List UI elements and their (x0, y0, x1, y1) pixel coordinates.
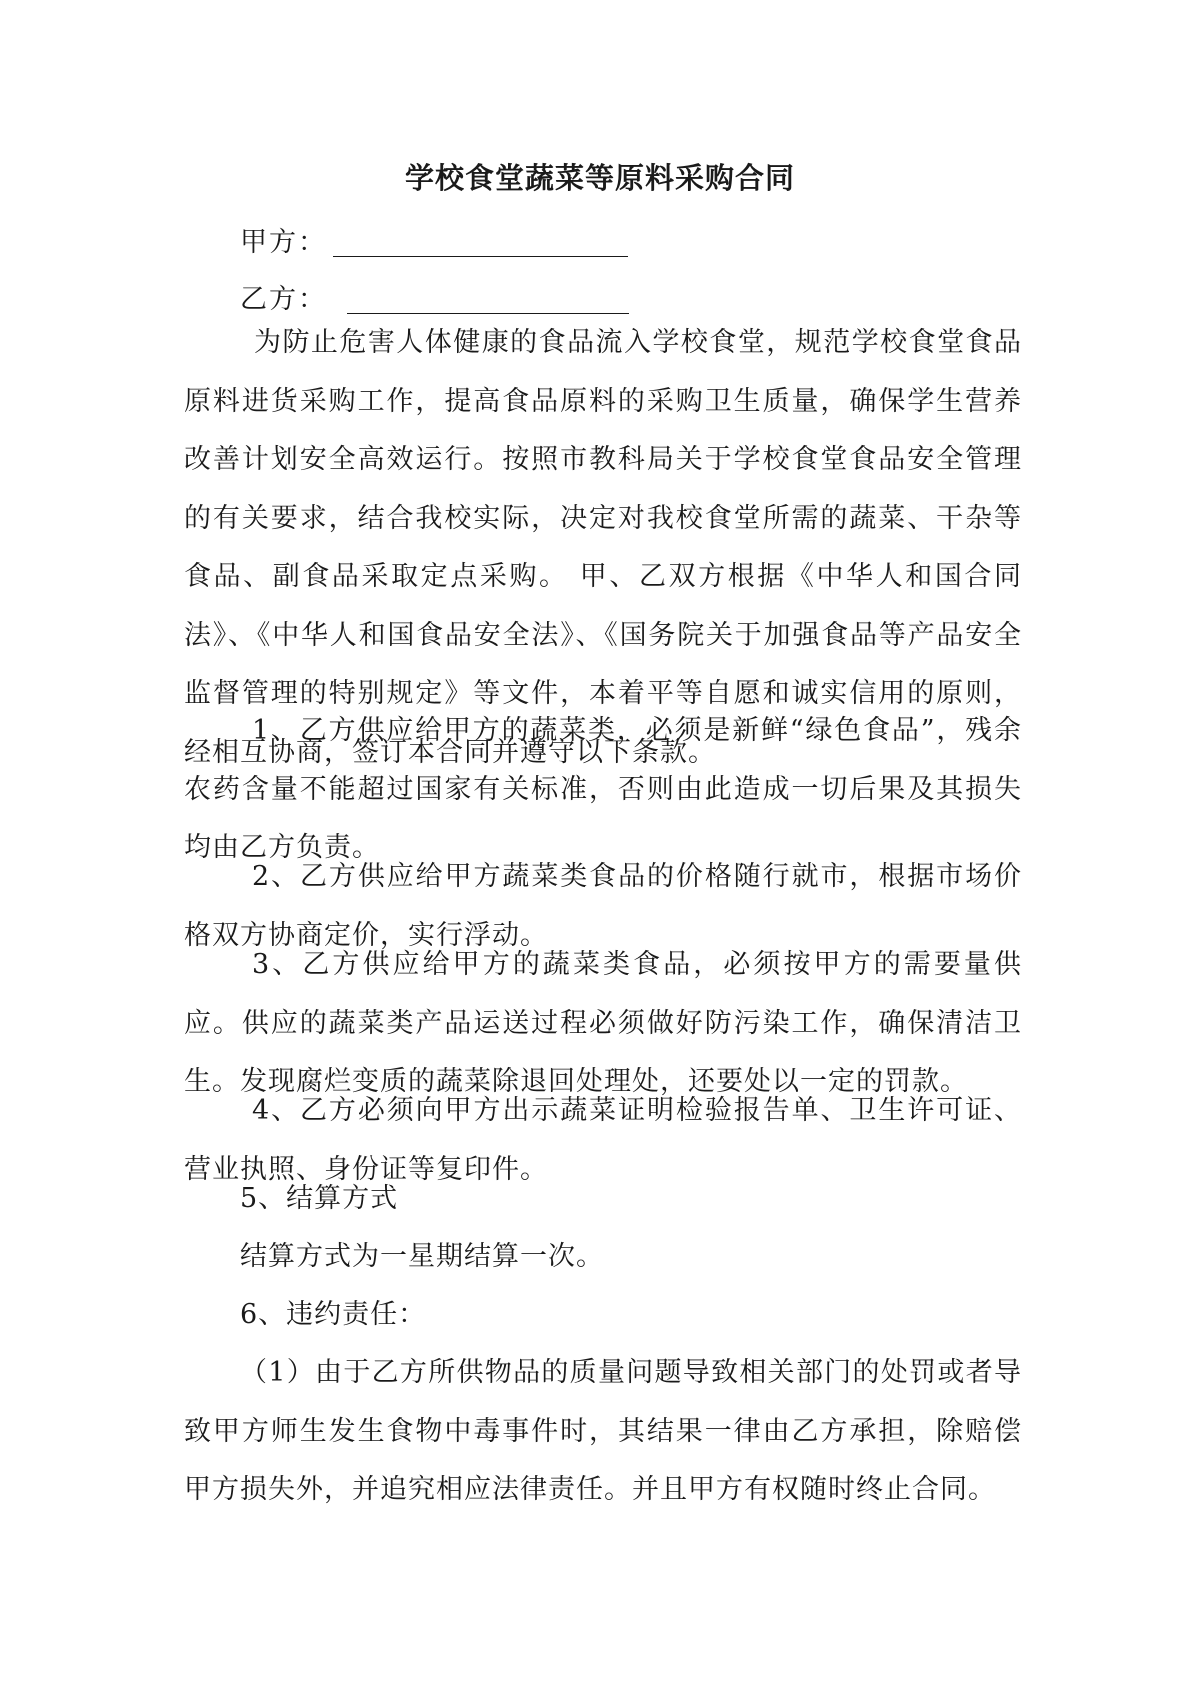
clause-6-heading: 6、违约责任： (240, 1299, 427, 1330)
clause-3: 3、乙方供应给甲方的蔬菜类食品，必须按甲方的需要量供应。供应的蔬菜类产品运送过程必须做好防污染工作，确保清洁卫生。发现腐烂变质的蔬菜除退回处理处，还要处以一定的罚款。 (184, 949, 1022, 1097)
party-b-blank-line (347, 285, 629, 314)
document-title: 学校食堂蔬菜等原料采购合同 (404, 161, 795, 195)
party-a-label: 甲方： (240, 227, 327, 258)
party-a-row (240, 220, 628, 259)
clause-5-body: 结算方式为一星期结算一次。 (240, 1241, 604, 1272)
clause-4: 4、乙方必须向甲方出示蔬菜证明检验报告单、卫生许可证、营业执照、身份证等复印件。 (184, 1095, 1022, 1185)
clause-2: 2、乙方供应给甲方蔬菜类食品的价格随行就市，根据市场价格双方协商定价，实行浮动。 (184, 861, 1022, 951)
clause-6-item-1: （1）由于乙方所供物品的质量问题导致相关部门的处罚或者导致甲方师生发生食物中毒事件时，其结果一律由乙方承担，除赔偿甲方损失外，并追究相应法律责任。并且甲方有权随时终止合同。 (184, 1357, 1022, 1505)
party-b-label: 乙方： (240, 284, 327, 315)
party-a-blank-line (333, 228, 628, 257)
intro-paragraph: 为防止危害人体健康的食品流入学校食堂，规范学校食堂食品原料进货采购工作，提高食品原料的采购卫生质量，确保学生营养改善计划安全高效运行。按照市教科局关于学校食堂食品安全管理的有关要求，结合我校实际，决定对我校食堂所需的蔬菜、干杂等食品、副食品采取定点采购。 甲、乙双方根据《中华人和国合同法》、《中华人和国食品安全法》、《国务院关于加强食品等产品安全监督管理的特别规定》等文件，本着平等自愿和诚实信用的原则，经相互协商，签订本合同并遵守以下条款。 (184, 327, 1022, 768)
clause-1: 1、乙方供应给甲方的蔬菜类，必须是新鲜“绿色食品”，残余农药含量不能超过国家有关标准，否则由此造成一切后果及其损失均由乙方负责。 (184, 715, 1022, 863)
party-b-row (240, 277, 629, 316)
clause-5-heading: 5、结算方式 (240, 1183, 399, 1214)
